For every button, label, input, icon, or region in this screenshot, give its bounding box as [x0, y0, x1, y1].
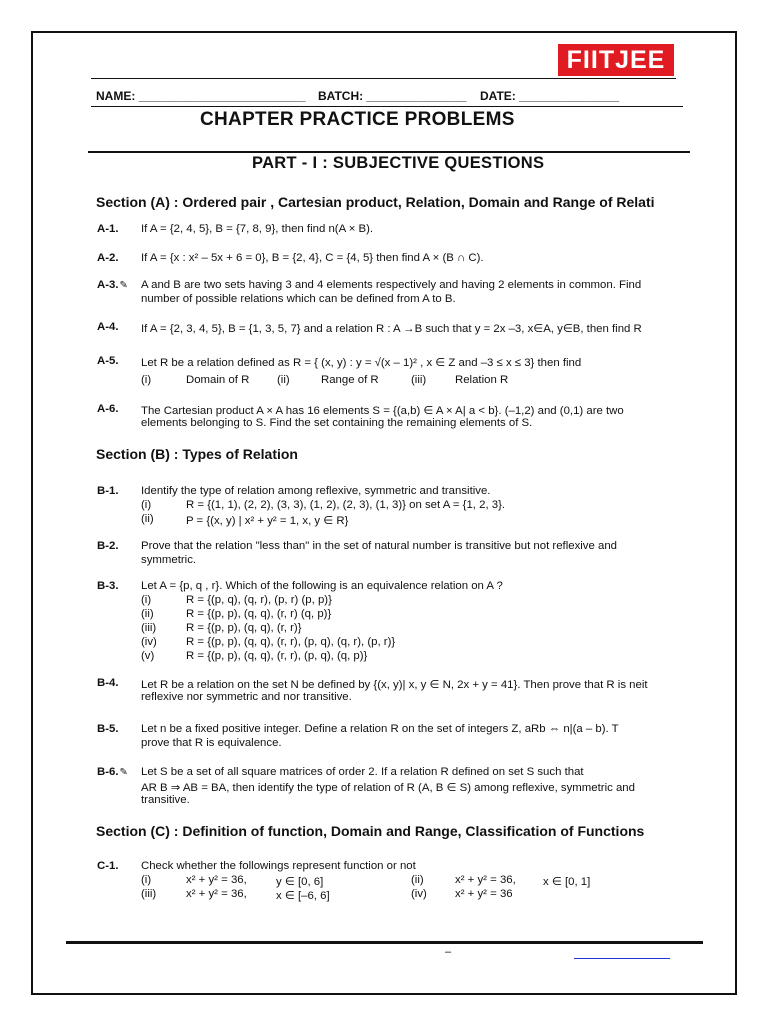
- option-iii-text: Relation R: [455, 374, 509, 386]
- option-ii: (ii): [277, 374, 290, 386]
- question-text: If A = {x : x² – 5x + 6 = 0}, B = {2, 4}, C = {4, 5} then find A × (B ∩ C).: [141, 252, 484, 264]
- question-text: A and B are two sets having 3 and 4 elements respectively and having 2 elements in common. Find: [141, 279, 642, 291]
- section-b-heading: Section (B) : Types of Relation: [96, 446, 298, 462]
- question-text: Let S be a set of all square matrices of order 2. If a relation R defined on set S such that: [141, 766, 584, 778]
- option-ii: (ii): [411, 874, 424, 886]
- header-rule-top: [91, 78, 676, 79]
- pencil-icon: ✎: [119, 767, 128, 778]
- question-number-label: B-6.: [97, 766, 119, 778]
- option-key: (iv): [141, 636, 157, 648]
- option-ii-text: Range of R: [321, 374, 379, 386]
- question-text: Prove that the relation "less than" in the set of natural number is transitive but not reflexive and: [141, 540, 617, 552]
- option-i-text: Domain of R: [186, 374, 250, 386]
- question-text: AR B ⇒ AB = BA, then identify the type of relation of R (A, B ∈ S) among reflexive, symmetric and: [141, 782, 635, 794]
- option-text: R = {(p, p), (q, q), (r, r)}: [186, 622, 302, 634]
- title-rule: [88, 151, 690, 153]
- option-key: (v): [141, 650, 155, 662]
- name-field: NAME: _________________________: [96, 89, 306, 103]
- question-number: B-1.: [97, 485, 119, 497]
- question-text: elements belonging to S. Find the set containing the remaining elements of S.: [141, 417, 533, 429]
- option-iii: (iii): [411, 374, 427, 386]
- question-text: The Cartesian product A × A has 16 elements S = {(a,b) ∈ A × A| a < b}. (–1,2) and (0,1) are two: [141, 405, 624, 417]
- question-text: reflexive nor symmetric and nor transitive.: [141, 691, 352, 703]
- fiitjee-logo: FIITJEE: [558, 44, 674, 76]
- option-key: (ii): [141, 608, 154, 620]
- page-border: [31, 31, 737, 995]
- section-c-heading: Section (C) : Definition of function, Domain and Range, Classification of Functions: [96, 823, 645, 839]
- question-number: A-6.: [97, 403, 119, 415]
- question-number: B-5.: [97, 723, 119, 735]
- question-number: [97, 766, 128, 778]
- question-number-label: A-3.: [97, 279, 119, 291]
- question-text: symmetric.: [141, 554, 197, 566]
- option-iv-text: x² + y² = 36: [455, 888, 513, 900]
- option-iii-text: x² + y² = 36,: [186, 888, 247, 900]
- option-i: (i): [141, 374, 152, 386]
- option-text: R = {(p, p), (q, q), (r, r) (q, p)}: [186, 608, 332, 620]
- option-i: (i): [141, 499, 152, 511]
- page-title: CHAPTER PRACTICE PROBLEMS: [200, 109, 515, 130]
- option-iv: (iv): [411, 888, 427, 900]
- option-i-condition: y ∈ [0, 6]: [276, 876, 324, 888]
- pencil-icon: ✎: [119, 280, 128, 291]
- option-ii-text: x² + y² = 36,: [455, 874, 516, 886]
- footer-dash: –: [445, 946, 452, 958]
- part-title: PART - I : SUBJECTIVE QUESTIONS: [252, 154, 545, 172]
- question-number: B-4.: [97, 677, 119, 689]
- option-i-text: R = {(1, 1), (2, 2), (3, 3), (1, 2), (2, 3), (1, 3)} on set A = {1, 2, 3}.: [186, 499, 506, 511]
- option-text: R = {(p, q), (q, r), (p, r) (p, p)}: [186, 594, 332, 606]
- option-key: (i): [141, 594, 152, 606]
- question-number: C-1.: [97, 860, 119, 872]
- question-text: Let R be a relation on the set N be defined by {(x, y)| x, y ∈ N, 2x + y = 41}. Then prove that R is neit: [141, 679, 648, 691]
- question-text: Check whether the followings represent function or not: [141, 860, 416, 872]
- option-i: (i): [141, 874, 152, 886]
- option-iii: (iii): [141, 888, 157, 900]
- question-text: transitive.: [141, 794, 190, 806]
- question-number: A-1.: [97, 223, 119, 235]
- question-number: A-5.: [97, 355, 119, 367]
- question-text: Let n be a fixed positive integer. Define a relation R on the set of integers Z, aRb ⇔ n|(a – b). T: [141, 723, 619, 735]
- batch-field: BATCH: _______________: [318, 89, 467, 103]
- option-key: (iii): [141, 622, 157, 634]
- header-rule-bottom: [91, 106, 683, 107]
- footer-link-underline[interactable]: [574, 958, 670, 959]
- question-text: prove that R is equivalence.: [141, 737, 282, 749]
- option-ii-condition: x ∈ [0, 1]: [543, 876, 591, 888]
- option-i-text: x² + y² = 36,: [186, 874, 247, 886]
- footer-rule: [66, 941, 703, 944]
- option-ii: (ii): [141, 513, 154, 525]
- question-number: [97, 279, 128, 291]
- question-text: If A = {2, 4, 5}, B = {7, 8, 9}, then find n(A × B).: [141, 223, 374, 235]
- question-text: If A = {2, 3, 4, 5}, B = {1, 3, 5, 7} and a relation R : A →B such that y = 2x –3, x∈A, y∈B, then find R: [141, 323, 642, 335]
- question-text: Let R be a relation defined as R = { (x, y) : y = √(x – 1)² , x ∈ Z and –3 ≤ x ≤ 3} then find: [141, 357, 582, 369]
- question-number: A-4.: [97, 321, 119, 333]
- question-number: B-3.: [97, 580, 119, 592]
- option-text: R = {(p, p), (q, q), (r, r), (p, q), (q, r), (p, r)}: [186, 636, 396, 648]
- date-field: DATE: _______________: [480, 89, 620, 103]
- option-iii-condition: x ∈ [–6, 6]: [276, 890, 330, 902]
- section-a-heading: Section (A) : Ordered pair , Cartesian product, Relation, Domain and Range of Relati: [96, 194, 655, 210]
- question-text: Identify the type of relation among reflexive, symmetric and transitive.: [141, 485, 491, 497]
- option-ii-text: P = {(x, y) | x² + y² = 1, x, y ∈ R}: [186, 515, 349, 527]
- question-text: Let A = {p, q , r}. Which of the following is an equivalence relation on A ?: [141, 580, 503, 592]
- question-number: A-2.: [97, 252, 119, 264]
- question-text: number of possible relations which can be defined from A to B.: [141, 293, 456, 305]
- question-number: B-2.: [97, 540, 119, 552]
- option-text: R = {(p, p), (q, q), (r, r), (p, q), (q, p)}: [186, 650, 368, 662]
